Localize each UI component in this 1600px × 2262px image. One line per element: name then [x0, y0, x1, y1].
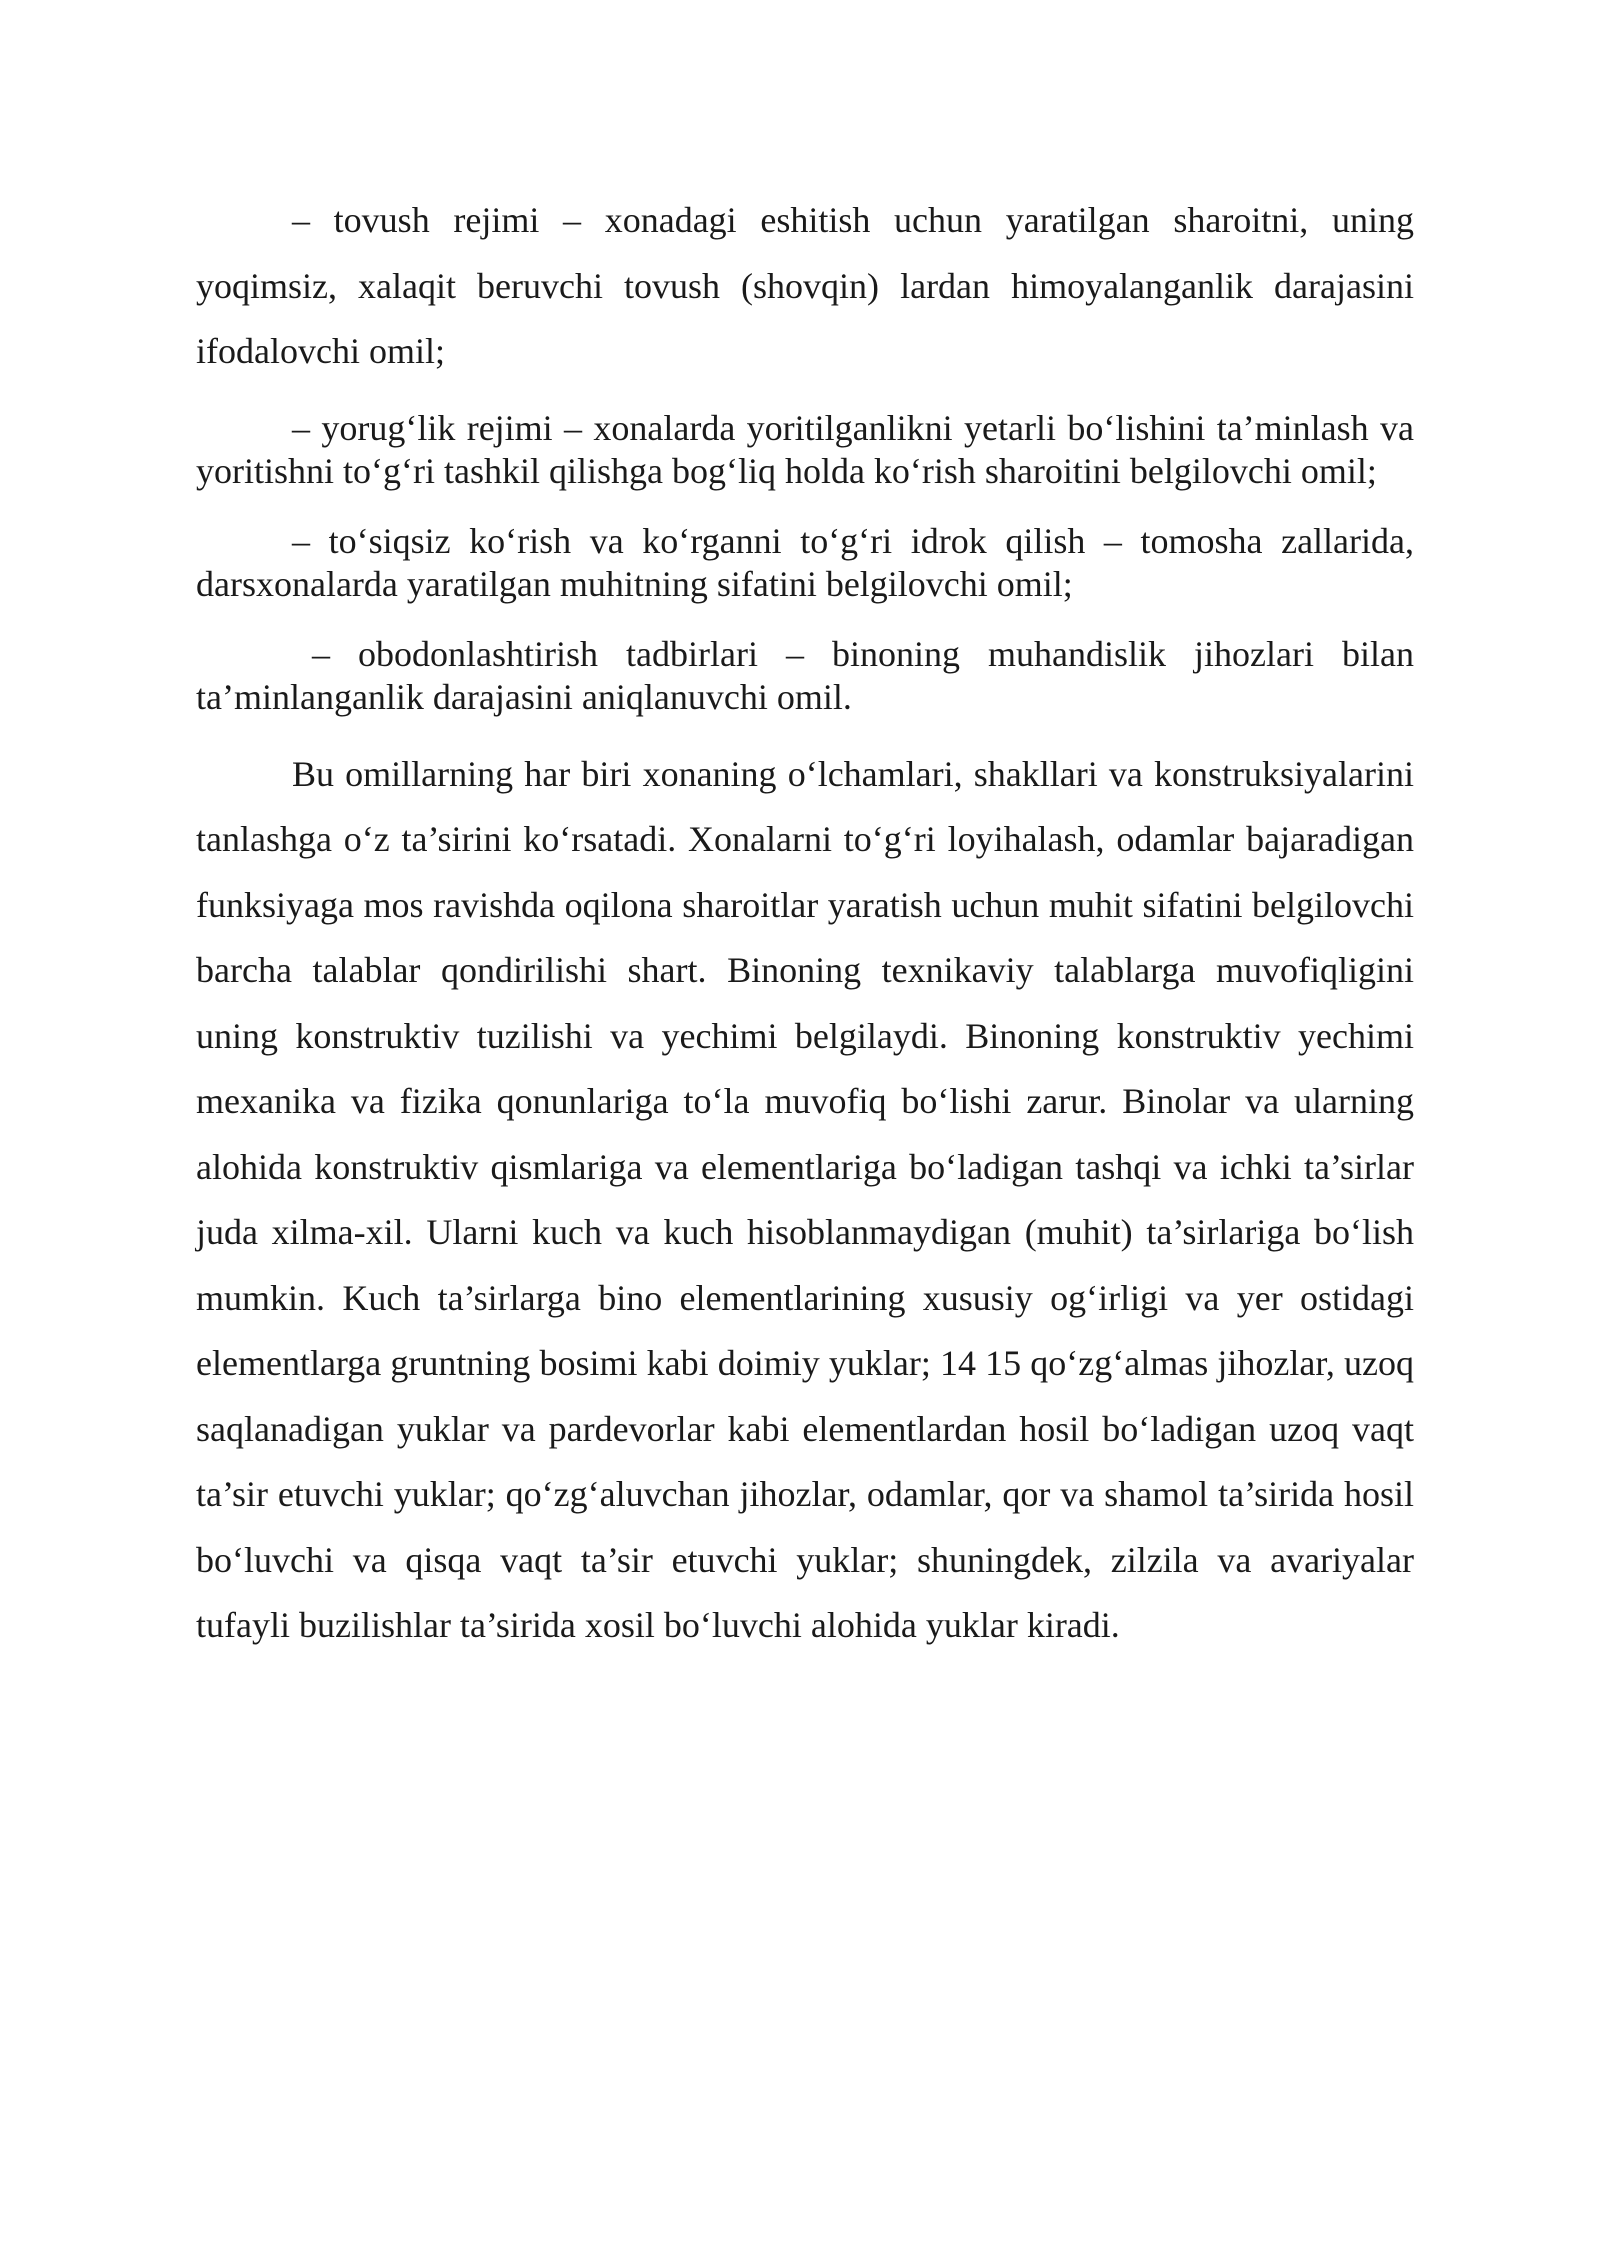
paragraph-sound-regime: – tovush rejimi – xonadagi eshitish uchun yaratilgan sharoitni, uning yoqimsiz, xalaqit beruvchi tovush (shovqin) lardan himoyalanganlik darajasini ifodalovchi omil;: [196, 200, 1414, 371]
paragraph-light-regime: – yorug‘lik rejimi – xonalarda yoritilganlikni yetarli bo‘lishini ta’minlash va yoritishni to‘g‘ri tashkil qilishga bog‘liq holda ko‘rish sharoitini belgilovchi omil;: [196, 407, 1414, 491]
page-body: [196, 188, 1414, 1659]
paragraph-visibility: – to‘siqsiz ko‘rish va ko‘rganni to‘g‘ri idrok qilish – tomosha zallarida, darsxonalarda yaratilgan muhitning sifatini belgilovchi omil;: [196, 520, 1414, 604]
paragraph-main-text: Bu omillarning har biri xonaning o‘lchamlari, shakllari va konstruksiyalarini tanlashga o‘z ta’sirini ko‘rsatadi. Xonalarni to‘g‘ri loyihalash, odamlar bajaradigan funksiyaga mos ravishda oqilona sharoitlar yaratish uchun muhit sifatini belgilovchi barcha talablar qondirilishi shart. Binoning texnikaviy talablarga muvofiqligini uning konstruktiv tuzilishi va yechimi belgilaydi. Binoning konstruktiv yechimi mexanika va fizika qonunlariga to‘la muvofiq bo‘lishi zarur. Binolar va ularning alohida konstruktiv qismlariga va elementlariga bo‘ladigan tashqi va ichki ta’sirlar juda xilma-xil. Ularni kuch va kuch hisoblanmaydigan (muhit) ta’sirlariga bo‘lish mumkin. Kuch ta’sirlarga bino elementlarining xususiy og‘irligi va yer ostidagi elementlarga gruntning bosimi kabi doimiy yuklar; 14 15 qo‘zg‘almas jihozlar, uzoq saqlanadigan yuklar va pardevorlar kabi elementlardan hosil bo‘ladigan uzoq vaqt ta’sir etuvchi yuklar; qo‘zg‘aluvchan jihozlar, odamlar, qor va shamol ta’sirida hosil bo‘luvchi va qisqa vaqt ta’sir etuvchi yuklar; shuningdek, zilzila va avariyalar tufayli buzilishlar ta’sirida xosil bo‘luvchi alohida yuklar kiradi.: [196, 753, 1414, 1645]
paragraph-improvement: – obodonlashtirish tadbirlari – binoning muhandislik jihozlari bilan ta’minlanganlik darajasini aniqlanuvchi omil.: [196, 633, 1414, 717]
